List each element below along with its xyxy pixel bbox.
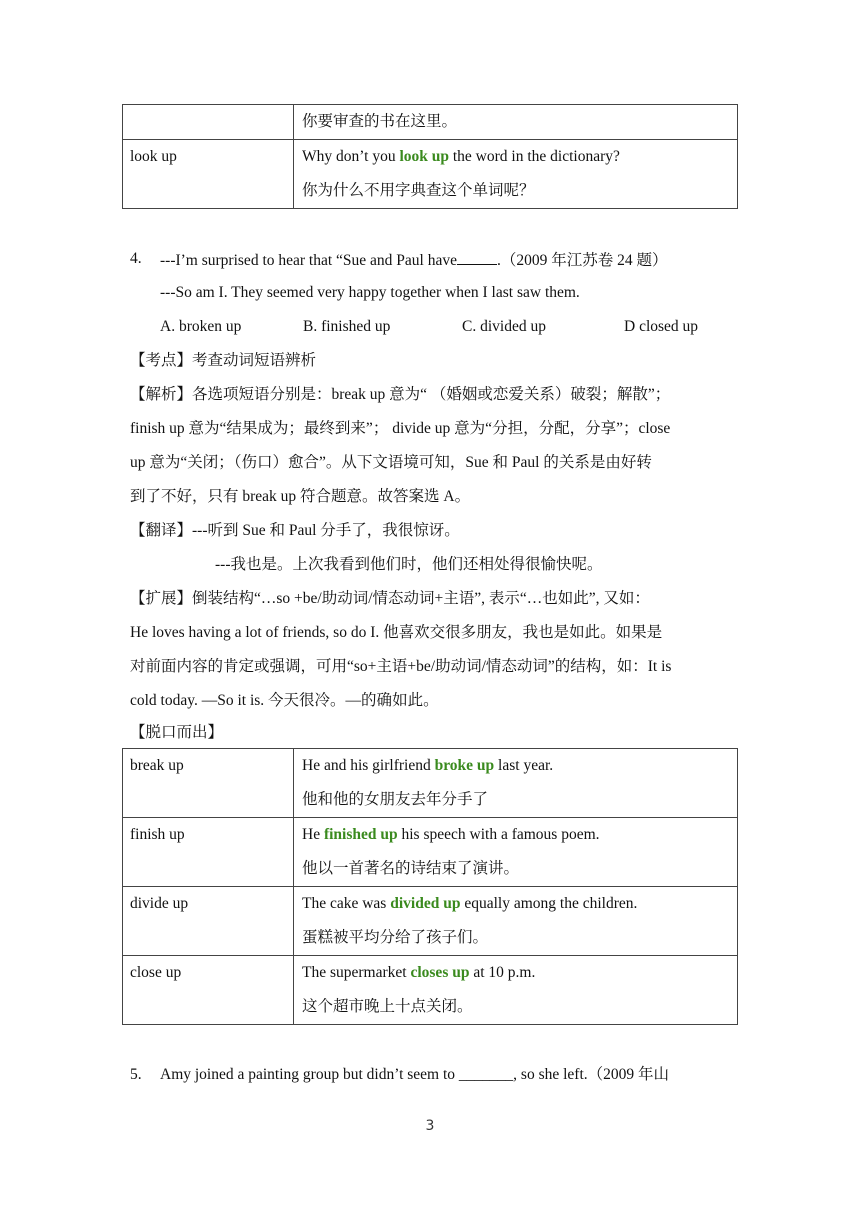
kuozhan-line-1: 【扩展】倒装结构“…so +be/助动词/情态动词+主语”, 表示“…也如此”, 又如： (130, 590, 650, 607)
term-text: break up (130, 757, 184, 774)
example-zh: 这个超市晚上十点关闭。 (302, 998, 473, 1015)
table-row (123, 956, 738, 1025)
kaodian-line: 【考点】考查动词短语辨析 (130, 352, 317, 369)
example-cell (294, 956, 738, 1025)
example-en-post: at 10 p.m. (469, 964, 536, 981)
term-cell (123, 749, 294, 818)
phrase-table (122, 748, 738, 1025)
example-en (302, 956, 737, 990)
example-en-post: last year. (494, 757, 554, 774)
example-cell (294, 140, 738, 209)
kuozhan-line-2: He loves having a lot of friends, so do I. 他喜欢交很多朋友，我也是如此。如果是 (130, 624, 663, 641)
question-4-stem: ---I’m surprised to hear that “Sue and Paul have (160, 252, 457, 269)
example-en-pre: The cake was (302, 895, 391, 912)
option-b: B. finished up (303, 318, 391, 335)
highlighted-phrase: closes up (410, 964, 470, 981)
question-4-number: 4. (130, 250, 142, 267)
example-zh: 他以一首著名的诗结束了演讲。 (302, 860, 520, 877)
table-row (123, 887, 738, 956)
option-a: A. broken up (160, 318, 242, 335)
example-en-post: equally among the children. (460, 895, 638, 912)
example-en (302, 140, 737, 174)
term-text: divide up (130, 895, 189, 912)
example-en (302, 818, 737, 852)
kuozhan-line-3: 对前面内容的肯定或强调，可用“so+主语+be/助动词/情态动词”的结构，如：It is (130, 658, 672, 675)
example-cell (294, 749, 738, 818)
example-zh: 你为什么不用字典查这个单词呢？ (302, 182, 535, 199)
example-cell (294, 818, 738, 887)
term-text: look up (130, 148, 177, 165)
example-en-pre: He and his girlfriend (302, 757, 435, 774)
example-cell (294, 887, 738, 956)
term-cell (123, 956, 294, 1025)
fanyi-line-2: ---我也是。上次我看到他们时，他们还相处得很愉快呢。 (215, 556, 603, 573)
option-c: C. divided up (462, 318, 546, 335)
highlighted-phrase: broke up (434, 757, 495, 774)
term-cell (123, 140, 294, 209)
example-en-pre: Why don’t you (302, 148, 400, 165)
example-zh: 蛋糕被平均分给了孩子们。 (302, 929, 489, 946)
example-zh: 你要审查的书在这里。 (302, 113, 458, 130)
question-4-line1 (160, 242, 668, 276)
jiexi-line-2: finish up 意为“结果成为；最终到来”； divide up 意为“分担，分配，分享”；close (130, 420, 671, 437)
table-row (123, 749, 738, 818)
fanyi-line-1: 【翻译】---听到 Sue 和 Paul 分手了，我很惊讶。 (130, 522, 460, 539)
term-text: finish up (130, 826, 185, 843)
jiexi-line-1: 【解析】各选项短语分别是：break up 意为“ （婚姻或恋爱关系）破裂；解散”； (130, 386, 671, 403)
example-zh: 他和他的女朋友去年分手了 (302, 791, 489, 808)
jiexi-line-4: 到了不好，只有 break up 符合题意。故答案选 A。 (130, 488, 471, 505)
table-row (123, 105, 738, 140)
highlighted-phrase: divided up (390, 895, 461, 912)
example-en-post: his speech with a famous poem. (397, 826, 600, 843)
phrase-table-top (122, 104, 738, 209)
jiexi-line-3: up 意为“关闭；（伤口）愈合”。从下文语境可知，Sue 和 Paul 的关系是由好转 (130, 454, 652, 471)
option-d: D closed up (624, 318, 699, 335)
table-row (123, 140, 738, 209)
question-5-text: Amy joined a painting group but didn’t seem to _______, so she left.（2009 年山 (160, 1066, 670, 1083)
term-text: close up (130, 964, 182, 981)
question-5-number: 5. (130, 1066, 142, 1083)
term-cell (123, 105, 294, 140)
highlighted-phrase: look up (399, 148, 449, 165)
tuokou-heading: 【脱口而出】 (130, 724, 224, 741)
term-cell (123, 887, 294, 956)
example-en (302, 887, 737, 921)
example-en-post: the word in the dictionary? (449, 148, 620, 165)
answer-blank (457, 242, 497, 265)
term-cell (123, 818, 294, 887)
page-number: 3 (425, 1118, 435, 1134)
kuozhan-line-4: cold today. —So it is. 今天很冷。—的确如此。 (130, 692, 439, 709)
example-cell (294, 105, 738, 140)
example-en (302, 749, 737, 783)
example-en-pre: The supermarket (302, 964, 411, 981)
highlighted-phrase: finished up (323, 826, 398, 843)
table-row (123, 818, 738, 887)
question-4-line2: ---So am I. They seemed very happy together when I last saw them. (160, 284, 580, 301)
question-4-source: .（2009 年江苏卷 24 题） (496, 252, 668, 269)
example-en-pre: He (302, 826, 324, 843)
